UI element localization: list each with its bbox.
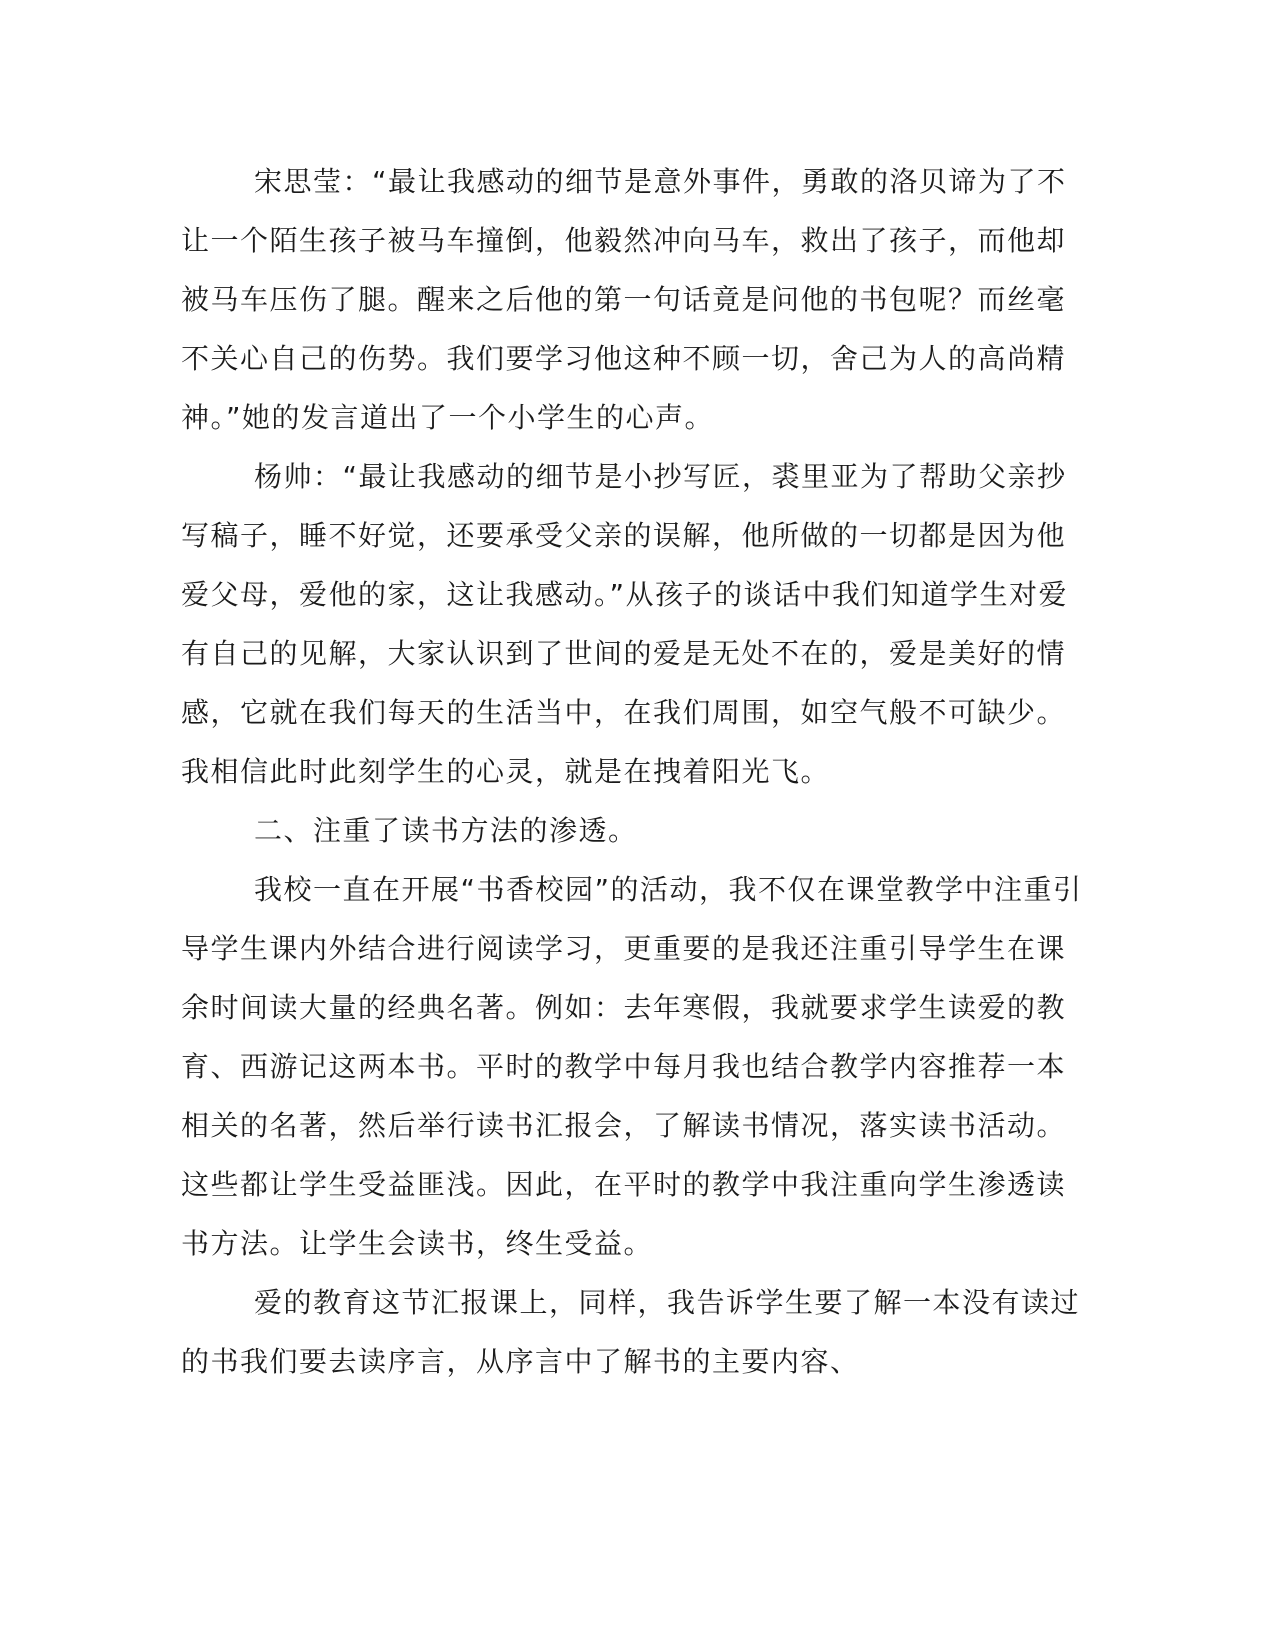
paragraph-2-line-1: 杨帅：“最让我感动的细节是小抄写匠，裘里亚为了帮助父亲抄	[254, 460, 1067, 493]
paragraph-1-line-5: 神。”她的发言道出了一个小学生的心声。	[181, 401, 715, 434]
paragraph-3-line-4: 育、西游记这两本书。平时的教学中每月我也结合教学内容推荐一本	[181, 1050, 1067, 1083]
paragraph-3-line-5: 相关的名著，然后举行读书汇报会，了解读书情况，落实读书活动。	[181, 1109, 1067, 1142]
paragraph-3-line-2: 导学生课内外结合进行阅读学习，更重要的是我还注重引导学生在课	[181, 932, 1067, 965]
paragraph-2-line-5: 感，它就在我们每天的生活当中，在我们周围，如空气般不可缺少。	[181, 696, 1067, 729]
paragraph-4-line-2: 的书我们要去读序言，从序言中了解书的主要内容、	[181, 1345, 860, 1378]
paragraph-2-line-6: 我相信此时此刻学生的心灵，就是在拽着阳光飞。	[181, 755, 831, 788]
paragraph-1-line-3: 被马车压伤了腿。醒来之后他的第一句话竟是问他的书包呢？而丝毫	[181, 283, 1067, 316]
paragraph-1-line-2: 让一个陌生孩子被马车撞倒，他毅然冲向马车，救出了孩子，而他却	[181, 224, 1067, 257]
section-heading: 二、注重了读书方法的渗透。	[254, 814, 638, 847]
paragraph-2-line-3: 爱父母，爱他的家，这让我感动。”从孩子的谈话中我们知道学生对爱	[181, 578, 1069, 611]
paragraph-1-line-4: 不关心自己的伤势。我们要学习他这种不顾一切，舍己为人的高尚精	[181, 342, 1067, 375]
paragraph-2-line-2: 写稿子，睡不好觉，还要承受父亲的误解，他所做的一切都是因为他	[181, 519, 1067, 552]
paragraph-3-line-7: 书方法。让学生会读书，终生受益。	[181, 1227, 654, 1260]
paragraph-3-line-6: 这些都让学生受益匪浅。因此，在平时的教学中我注重向学生渗透读	[181, 1168, 1067, 1201]
paragraph-1-line-1: 宋思莹：“最让我感动的细节是意外事件，勇敢的洛贝谛为了不	[254, 165, 1067, 198]
paragraph-4-line-1: 爱的教育这节汇报课上，同样，我告诉学生要了解一本没有读过	[254, 1286, 1081, 1319]
paragraph-3-line-3: 余时间读大量的经典名著。例如：去年寒假，我就要求学生读爱的教	[181, 991, 1067, 1024]
paragraph-3-line-1: 我校一直在开展“书香校园”的活动，我不仅在课堂教学中注重引	[254, 873, 1083, 906]
paragraph-2-line-4: 有自己的见解，大家认识到了世间的爱是无处不在的，爱是美好的情	[181, 637, 1067, 670]
